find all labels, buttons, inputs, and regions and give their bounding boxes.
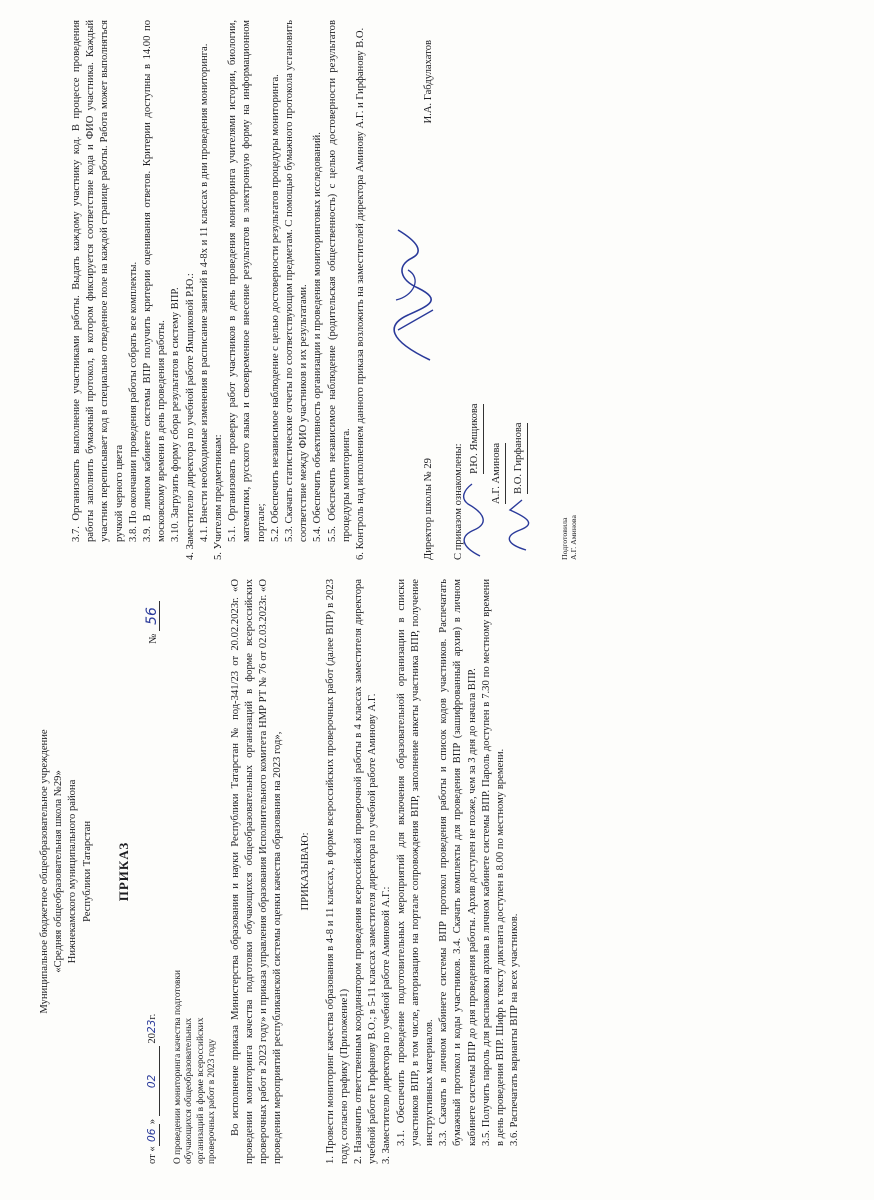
date-mid: » bbox=[147, 1118, 159, 1125]
order-subitem: 5.3. Скачать статистические отчеты по соответствующим предметам. С помощью бумажного протокола установить соответствие между ФИО участников и их результатами. bbox=[284, 20, 310, 542]
order-subitem: 3.5. Получить пароль для распаковки архива в личном кабинете системы ВПР. Пароль доступен в 7.30 по местному времени в день проведения ВПР. Шифр к тексту диктанта доступен в 8.00 по местному времени. bbox=[480, 579, 507, 1146]
subject-line: обучающихся общеобразовательных bbox=[184, 1017, 195, 1164]
director-signature-icon bbox=[378, 220, 448, 370]
order-subitem: 3.6. Распечатать варианты ВПР на всех участников. bbox=[509, 913, 521, 1146]
org-line-1: Муниципальное бюджетное общеобразовательное учреждение bbox=[39, 729, 50, 1014]
order-item: 3. Заместителю директора по учебной работе Аминовой А.Г.: bbox=[381, 886, 393, 1164]
org-line-2: «Средняя общеобразовательная школа №29» bbox=[53, 770, 65, 973]
org-header bbox=[38, 579, 95, 1164]
order-subitem: 5.2. Обеспечить независимое наблюдение с целью достоверности результатов процедуры мониторинга. bbox=[269, 74, 281, 542]
orders-heading: ПРИКАЗЫВАЮ: bbox=[300, 832, 312, 911]
order-item: 2. Назначить ответственным координатором проведения всероссийской проверочной работы в 4 классах заместителя директора учебной работе Гирфанову В.О.; в 5-11 классах заместителя директора по учебной работе Аминову А.Г. bbox=[353, 579, 379, 1164]
order-subitem: 5.4. Обеспечить объективность организации и проведения мониторинговых исследований. bbox=[312, 132, 324, 542]
acquainted-name: Р.Ю. Ямщикова bbox=[468, 404, 483, 474]
order-subitem: 3.3. Скачать в личном кабинете системы ВПР протокол проведения работы и список кодов участников. Распечатать бумажный протокол и коды участников. 3.4. Скачать комплекты для проведения ВПР (зашифрованный архив) в личном кабинете системы ВПР до дня проведения работы. Архив доступен не позже, чем за 3 дня до начала ВПР. bbox=[438, 579, 478, 1146]
date-month: 02 bbox=[145, 1046, 160, 1116]
order-subitem: 5.1. Организовать проверку работ участников в день проведения мониторинга учителями истории, биологии, математики, русского языка и своевременное внесение результатов в электронную форму на информационном портале; bbox=[227, 20, 267, 542]
prepared-by bbox=[560, 20, 578, 560]
preamble: Во исполнение приказа Министерства образования и науки Республики Татарстан № под-341/23 от 20.02.2023г. «О проведении мониторинга качества подготовки обучающихся общеобразовательных организаций в форме всероссийских проверочных работ в 2023 году» и приказа управления образования Исполнительного комитета НМР РТ № 76 от 02.03.2023г. «О проведении мероприятий республиканской системы оценки качества образования на 2023 год», bbox=[229, 579, 284, 1164]
right-column bbox=[70, 20, 578, 560]
signature-icon bbox=[502, 494, 532, 554]
order-item: 4. Заместителю директора по учебной работе Ямщиковой Р.Ю.: bbox=[184, 273, 196, 560]
document-title: ПРИКАЗ bbox=[115, 841, 131, 902]
acquainted-row bbox=[488, 20, 510, 560]
date-year-prefix: 20 bbox=[147, 1033, 159, 1044]
acquainted-row bbox=[466, 20, 488, 560]
subject-line: О проведении мониторинга качества подготовки bbox=[173, 969, 184, 1164]
date-year: 23 bbox=[146, 1019, 159, 1034]
order-subitem: 3.1. Обеспечить проведение подготовительных мероприятий для включения образовательной организации в списки участников ВПР, в том числе, авторизацию на портале сопровождения ВПР, заполнение анкеты участника ВПР, получение инструктивных материалов. bbox=[395, 579, 436, 1146]
prepared-name: А.Г. Аминова bbox=[569, 515, 579, 560]
order-item: 5. Учителям предметникам: bbox=[213, 434, 225, 560]
prepared-label: Подготовила bbox=[560, 517, 570, 560]
org-line-3: Нижнекамского муниципального района bbox=[67, 779, 79, 964]
subject-line: организаций в форме всероссийских bbox=[195, 1017, 206, 1164]
number-label: № bbox=[148, 633, 160, 644]
order-subitem: 5.5. Обеспечить независимое наблюдение (родительская общественность) с целью достоверности результатов процедуры мониторинга. bbox=[326, 20, 352, 542]
number-value: 56 bbox=[145, 601, 160, 631]
order-subitem: 4.1. Внести необходимые изменения в расписание занятий в 4-8х и 11 классах в дни проведения мониторинга. bbox=[198, 43, 210, 542]
date-day: 06 bbox=[145, 1124, 160, 1146]
order-number bbox=[145, 601, 161, 644]
subject-line: проверочных работ в 2023 году bbox=[207, 1038, 218, 1164]
acquainted-heading: С приказом ознакомлены: bbox=[453, 443, 465, 560]
acquainted-row bbox=[510, 20, 532, 560]
org-line-4: Республики Татарстан bbox=[81, 820, 93, 923]
left-column bbox=[38, 579, 523, 1164]
acquainted-block bbox=[452, 20, 532, 560]
order-subitem: 3.7. Организовать выполнение участниками работы. Выдать каждому участнику код. В процессе проведения работы заполнить бумажный протокол, в котором фиксируется соответствие кода и ФИО участника. Каждый участник переписывает код в специально отведенное поле на каждой странице работы. Работа может выполняться ручкой черного цвета bbox=[71, 20, 125, 542]
date-prefix: от « bbox=[147, 1146, 159, 1164]
order-subitem: 3.10. Загрузить форму сбора результатов в систему ВПР. bbox=[170, 287, 182, 542]
director-position: Директор школы № 29 bbox=[423, 458, 435, 560]
order-subitem: 3.8. По окончании проведения работы собрать все комплекты. bbox=[127, 261, 139, 542]
subject-block bbox=[173, 914, 219, 1164]
director-name: И.А. Габдулахатов bbox=[423, 40, 435, 124]
acquainted-name: В.О. Гирфанова bbox=[512, 423, 527, 494]
date-suffix: г. bbox=[147, 1013, 159, 1020]
director-signature-line bbox=[382, 20, 442, 560]
order-item: 6. Контроль над исполнением данного приказа возложить на заместителей директора Аминову А.Г. и Гирфанову В.О. bbox=[355, 27, 367, 560]
signature-icon bbox=[458, 480, 488, 560]
order-subitem: 3.9. В личном кабинете системы ВПР получить критерии оценивания ответов. Критерии доступны в 14.00 по московскому времени в день проведения работы. bbox=[142, 20, 168, 542]
order-item: 1. Провести мониторинг качества образования в 4-8 и 11 классах, в форме всероссийских проверочных работ (далее ВПР) в 2023 году, согласно графику (Приложение1) bbox=[324, 579, 350, 1164]
date-number-line bbox=[145, 579, 167, 1164]
acquainted-name: А.Г. Аминова bbox=[490, 443, 505, 504]
